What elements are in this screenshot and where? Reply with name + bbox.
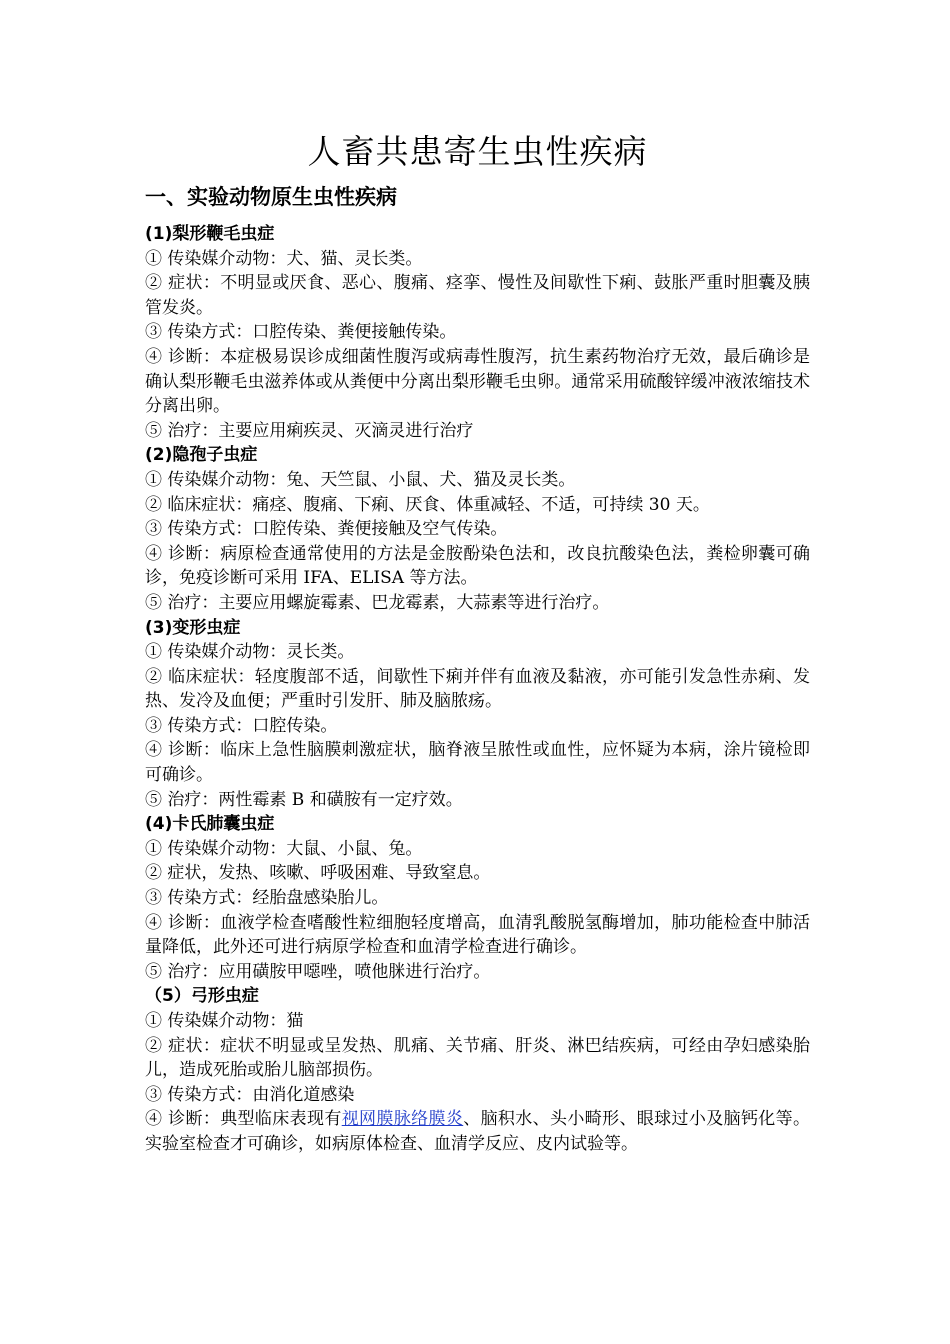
document-page: [145, 130, 810, 1157]
disease-amoebiasis: [145, 616, 810, 813]
list-item: ③ 传染方式：由消化道感染: [145, 1084, 355, 1105]
list-item: ④ 诊断：临床上急性脑膜刺激症状，脑脊液呈脓性或血性，应怀疑为本病，涂片镜检即可确诊。: [145, 740, 810, 786]
diagnosis-text-before: ④ 诊断：典型临床表现有: [145, 1109, 342, 1130]
section-heading: 一、实验动物原生虫性疾病: [145, 185, 397, 209]
disease-pneumocystosis: [145, 812, 810, 984]
list-item: ⑤ 治疗：应用磺胺甲噁唑，喷他脒进行治疗。: [145, 961, 491, 982]
list-item: ① 传染媒介动物：大鼠、小鼠、兔。: [145, 838, 423, 859]
disease-toxoplasmosis: [145, 984, 810, 1156]
retinochoroiditis-link[interactable]: 视网膜脉络膜炎: [341, 1109, 464, 1130]
list-item: ④ 诊断：血液学检查嗜酸性粒细胞轻度增高，血清乳酸脱氢酶增加，肺功能检查中肺活量降低，此外还可进行病原学检查和血清学检查进行确诊。: [145, 912, 810, 958]
diagnosis-text-after: 、脑积水、头小畸形、眼球过小及脑钙化等。实验室检查才可确诊，如病原体检查、血清学反应、皮内试验等。: [145, 1109, 811, 1154]
list-item: ② 症状：不明显或厌食、恶心、腹痛、痉挛、慢性及间歇性下痢、鼓胀严重时胆囊及胰管发炎。: [145, 273, 810, 318]
list-item-diagnosis: [145, 1107, 810, 1156]
list-item: ④ 诊断：病原检查通常使用的方法是金胺酚染色法和，改良抗酸染色法，粪检卵囊可确诊，免疫诊断可采用 IFA、ELISA 等方法。: [145, 543, 810, 589]
disease-heading: (2)隐孢子虫症: [145, 445, 258, 466]
list-item: ③ 传染方式：口腔传染、粪便接触传染。: [145, 322, 457, 343]
disease-heading: （5）弓形虫症: [145, 986, 259, 1007]
list-item: ③ 传染方式：经胎盘感染胎儿。: [145, 888, 389, 909]
list-item: ④ 诊断：本症极易误诊成细菌性腹泻或病毒性腹泻，抗生素药物治疗无效，最后确诊是确认梨形鞭毛虫滋养体或从粪便中分离出梨形鞭毛虫卵。通常采用硫酸锌缓冲液浓缩技术分离出卵。: [145, 346, 810, 417]
disease-cryptosporidiosis: [145, 443, 810, 615]
list-item: ⑤ 治疗：主要应用痢疾灵、灭滴灵进行治疗: [145, 420, 474, 441]
list-item: ① 传染媒介动物：灵长类。: [145, 642, 355, 663]
disease-heading: (4)卡氏肺囊虫症: [145, 814, 275, 835]
list-item: ① 传染媒介动物：兔、天竺鼠、小鼠、犬、猫及灵长类。: [145, 469, 576, 490]
list-item: ② 症状，发热、咳嗽、呼吸困难、导致窒息。: [145, 863, 491, 884]
list-item: ① 传染媒介动物：猫: [145, 1011, 304, 1031]
disease-giardiasis: [145, 222, 810, 443]
disease-heading: (3)变形虫症: [145, 617, 241, 638]
list-item: ② 临床症状：痛痉、腹痛、下痢、厌食、体重减轻、不适，可持续 30 天。: [145, 494, 710, 515]
list-item: ③ 传染方式：口腔传染。: [145, 715, 338, 736]
list-item: ⑤ 治疗：主要应用螺旋霉素、巴龙霉素，大蒜素等进行治疗。: [145, 592, 610, 613]
list-item: ② 临床症状：轻度腹部不适，间歇性下痢并伴有血液及黏液，亦可能引发急性赤痢、发热、发冷及血便；严重时引发肝、肺及脑脓疡。: [145, 666, 810, 712]
document-title: 人畜共患寄生虫性疾病: [307, 132, 648, 171]
list-item: ② 症状：症状不明显或呈发热、肌痛、关节痛、肝炎、淋巴结疾病，可经由孕妇感染胎儿，造成死胎或胎儿脑部损伤。: [145, 1035, 810, 1081]
list-item: ① 传染媒介动物：犬、猫、灵长类。: [145, 248, 423, 269]
list-item: ③ 传染方式：口腔传染、粪便接触及空气传染。: [145, 519, 508, 540]
disease-heading: (1)梨形鞭毛虫症: [145, 224, 275, 244]
list-item: ⑤ 治疗：两性霉素 B 和磺胺有一定疗效。: [145, 789, 463, 810]
